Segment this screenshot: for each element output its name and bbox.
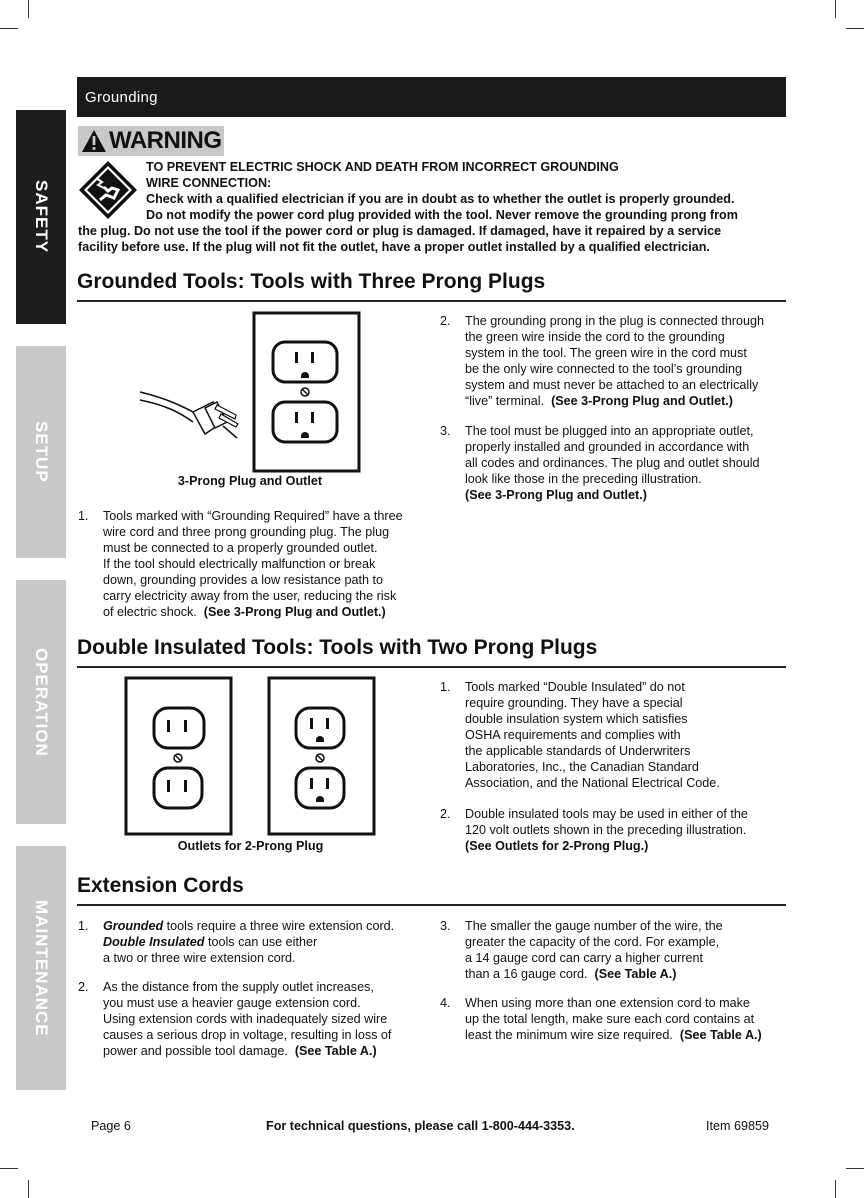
warning-line: the plug. Do not use the tool if the power cord or plug is damaged. If damaged, have it repaired by a service — [78, 224, 722, 238]
section-title: Grounding — [85, 88, 158, 106]
crop-mark — [835, 0, 836, 18]
text-line: The grounding prong in the plug is connected through — [465, 314, 764, 328]
text-line: Laboratories, Inc., the Canadian Standard — [465, 760, 699, 774]
text-line: Double insulated tools may be used in either of the — [465, 807, 748, 821]
tab-safety[interactable] — [16, 110, 66, 324]
figure-caption: Outlets for 2-Prong Plug — [177, 839, 324, 853]
text-line: double insulation system which satisfies — [465, 712, 688, 726]
crop-mark — [28, 0, 29, 18]
text-line — [103, 934, 394, 950]
warning-line: WIRE CONNECTION: — [146, 176, 272, 190]
text-line: Using extension cords with inadequately sized wire — [103, 1012, 388, 1026]
item-text — [103, 918, 394, 966]
text-line: a two or three wire extension cord. — [103, 951, 296, 965]
text-line: 120 volt outlets shown in the preceding illustration. — [465, 823, 747, 837]
cross-reference: (See Table A.) — [594, 967, 677, 981]
item-text — [103, 508, 403, 620]
text-line: the applicable standards of Underwriters — [465, 744, 691, 758]
cross-reference: (See 3-Prong Plug and Outlet.) — [551, 394, 733, 408]
two-prong-outlets-illustration — [124, 676, 409, 838]
text-line: causes a serious drop in voltage, resulting in loss of — [103, 1028, 392, 1042]
three-prong-plug-and-outlet-illustration — [135, 310, 365, 475]
crop-mark — [0, 1168, 18, 1169]
text-line: a 14 gauge cord can carry a higher current — [465, 951, 704, 965]
tab-label: MAINTENANCE — [32, 899, 51, 1037]
page-number: Page 6 — [91, 1119, 131, 1133]
text-line: be the only wire connected to the tool’s grounding — [465, 362, 743, 376]
warning-badge — [78, 126, 224, 156]
tab-maintenance[interactable] — [16, 846, 66, 1090]
electric-shock-hazard-icon — [78, 160, 138, 220]
item-number: 3. — [440, 919, 451, 933]
text-line — [465, 487, 760, 503]
emphasis-double-insulated: Double Insulated — [103, 935, 205, 949]
crop-mark — [846, 1168, 864, 1169]
text-run: of electric shock. — [103, 605, 204, 619]
warning-badge-label: WARNING — [109, 127, 222, 154]
heading-extension-cords: Extension Cords — [77, 874, 786, 906]
tab-setup[interactable] — [16, 346, 66, 558]
text-line — [465, 393, 764, 409]
tab-label: SETUP — [32, 421, 51, 483]
text-line: up the total length, make sure each cord contains at — [465, 1012, 755, 1026]
list-item — [440, 313, 800, 413]
cross-reference: (See Table A.) — [294, 1044, 377, 1058]
text-line: OSHA requirements and complies with — [465, 728, 681, 742]
text-line — [465, 966, 723, 982]
text-line — [465, 1027, 762, 1043]
list-item — [78, 918, 438, 968]
text-run: least the minimum wire size required. — [465, 1028, 680, 1042]
text-run: tools can use either — [204, 935, 318, 949]
emphasis-grounded: Grounded — [103, 919, 164, 933]
text-line: down, grounding provides a low resistance path to — [103, 573, 384, 587]
item-number: 2. — [440, 807, 451, 821]
list-item — [440, 806, 800, 856]
list-item — [440, 995, 800, 1045]
text-line: you must use a heavier gauge extension cord. — [103, 996, 361, 1010]
text-line: system in the tool. The green wire in the cord must — [465, 346, 747, 360]
list-item — [78, 979, 438, 1061]
text-line: system and must never be attached to an electrically — [465, 378, 759, 392]
crop-mark — [846, 28, 864, 29]
list-item — [440, 679, 800, 795]
tab-label: SAFETY — [32, 180, 51, 254]
item-number: 2. — [440, 314, 451, 328]
warning-line: Check with a qualified electrician if you are in doubt as to whether the outlet is properly grounded. — [146, 192, 735, 206]
text-line — [103, 1043, 391, 1059]
text-line: require grounding. They have a special — [465, 696, 683, 710]
text-run: power and possible tool damage. — [103, 1044, 295, 1058]
text-run: tools require a three wire extension cord. — [163, 919, 395, 933]
text-line: The smaller the gauge number of the wire, the — [465, 919, 723, 933]
item-text — [465, 679, 720, 791]
crop-mark — [835, 1180, 836, 1198]
warning-line: facility before use. If the plug will not fit the outlet, have a proper outlet installed by a qualified electrician. — [78, 240, 710, 254]
cross-reference: (See 3-Prong Plug and Outlet.) — [203, 605, 386, 619]
text-line: Tools marked “Double Insulated” do not — [465, 680, 685, 694]
heading-grounded-tools: Grounded Tools: Tools with Three Prong Plugs — [77, 270, 786, 302]
text-line: When using more than one extension cord to make — [465, 996, 750, 1010]
text-line: look like those in the preceding illustration. — [465, 472, 702, 486]
tab-label: OPERATION — [32, 647, 51, 757]
crop-mark — [0, 28, 18, 29]
cross-reference: (See Table A.) — [679, 1028, 762, 1042]
item-text — [465, 918, 723, 982]
item-text — [465, 806, 748, 854]
text-line — [103, 604, 403, 620]
list-item — [78, 508, 438, 620]
list-item — [440, 423, 800, 507]
tab-operation[interactable] — [16, 580, 66, 824]
text-line — [465, 838, 748, 854]
text-line: the green wire inside the cord to the grounding — [465, 330, 725, 344]
section-title-bar — [77, 77, 786, 117]
item-number: 2. — [78, 980, 89, 994]
warning-triangle-icon — [81, 129, 107, 153]
text-line: Association, and the National Electrical Code. — [465, 776, 720, 790]
item-text — [465, 995, 762, 1043]
cross-reference: (See 3-Prong Plug and Outlet.) — [465, 488, 647, 502]
item-number: 3. — [440, 424, 451, 438]
text-line: Tools marked with “Grounding Required” have a three — [103, 509, 403, 523]
text-line: wire cord and three prong grounding plug. The plug — [103, 525, 390, 539]
text-line: greater the capacity of the cord. For example, — [465, 935, 720, 949]
item-number-footer: Item 69859 — [706, 1119, 770, 1133]
crop-mark — [28, 1180, 29, 1198]
text-line: As the distance from the supply outlet increases, — [103, 980, 374, 994]
text-line: properly installed and grounded in accordance with — [465, 440, 750, 454]
item-text — [103, 979, 391, 1059]
item-text — [465, 423, 760, 503]
list-item — [440, 918, 800, 984]
item-text — [465, 313, 764, 409]
text-run: than a 16 gauge cord. — [465, 967, 595, 981]
warning-line: TO PREVENT ELECTRIC SHOCK AND DEATH FROM INCORRECT GROUNDING — [146, 160, 619, 174]
cross-reference: (See Outlets for 2-Prong Plug.) — [465, 839, 649, 853]
item-number: 1. — [78, 509, 89, 523]
item-number: 4. — [440, 996, 451, 1010]
support-phone-line: For technical questions, please call 1-800-444-3353. — [266, 1119, 575, 1133]
figure-caption: 3-Prong Plug and Outlet — [177, 474, 323, 488]
item-number: 1. — [78, 919, 89, 933]
text-line: must be connected to a properly grounded outlet. — [103, 541, 378, 555]
text-line: carry electricity away from the user, reducing the risk — [103, 589, 397, 603]
item-number: 1. — [440, 680, 451, 694]
text-line: If the tool should electrically malfunction or break — [103, 557, 376, 571]
text-line: The tool must be plugged into an appropriate outlet, — [465, 424, 754, 438]
warning-line: Do not modify the power cord plug provided with the tool. Never remove the grounding prong from — [146, 208, 738, 222]
text-line — [103, 918, 394, 934]
text-run: “live” terminal. — [465, 394, 552, 408]
text-line: all codes and ordinances. The plug and outlet should — [465, 456, 760, 470]
heading-double-insulated-tools: Double Insulated Tools: Tools with Two Prong Plugs — [77, 636, 786, 668]
